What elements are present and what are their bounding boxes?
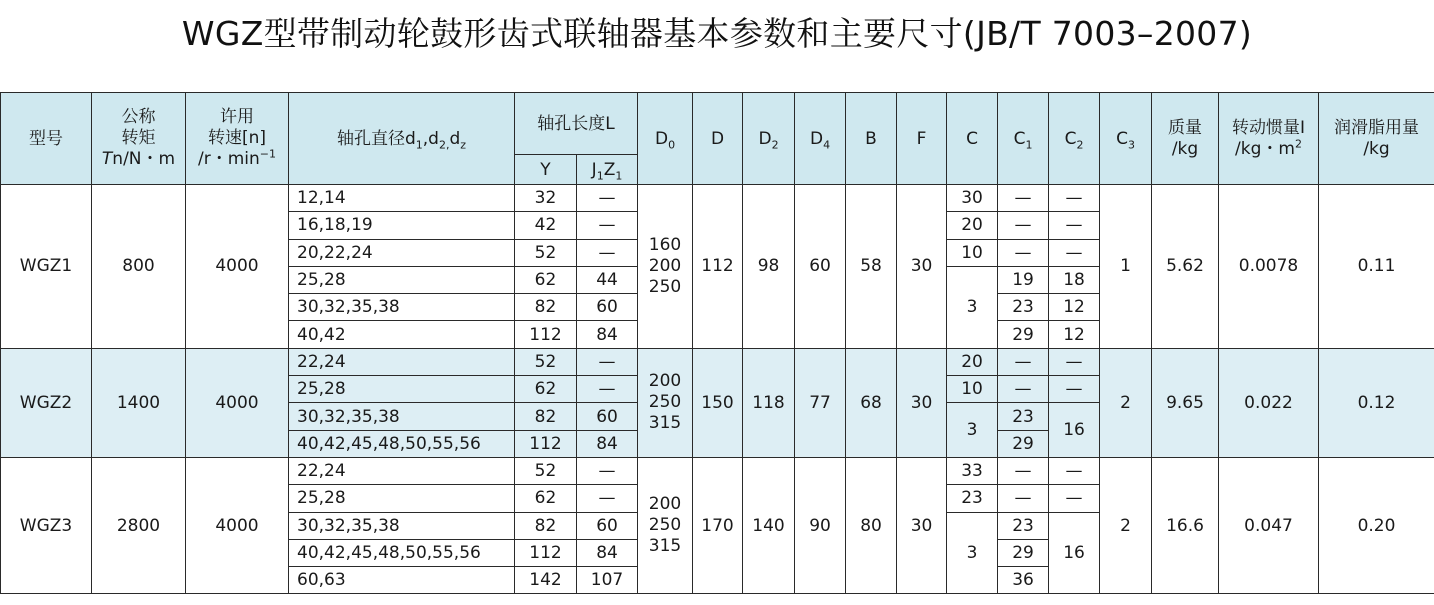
j1z1-cell: — — [577, 457, 638, 484]
f-cell: 30 — [897, 185, 947, 349]
j1z1-cell: 44 — [577, 266, 638, 293]
c1-cell: — — [998, 485, 1049, 512]
header-j-sub: 1 — [596, 168, 604, 182]
header-bore-text-c: d — [449, 128, 461, 149]
bore-cell: 30,32,35,38 — [289, 294, 515, 321]
header-c1-sub: 1 — [1025, 137, 1033, 151]
header-speed-exponent: −1 — [259, 147, 276, 161]
y-cell: 42 — [515, 212, 577, 239]
header-bore-sub3: z — [460, 137, 467, 151]
j1z1-cell: 84 — [577, 430, 638, 457]
header-inertia-line2 — [1219, 136, 1318, 160]
c2-cell: 12 — [1049, 294, 1100, 321]
c-merged-cell: 3 — [947, 512, 998, 594]
d2-cell: 118 — [743, 348, 795, 457]
header-speed-line2: 转速[n] — [207, 128, 267, 148]
c1-cell: 23 — [998, 294, 1049, 321]
header-d: D — [693, 93, 743, 185]
d4-cell: 90 — [795, 457, 846, 593]
header-inertia-line1: 转动惯量I — [1232, 117, 1306, 138]
header-grease — [1319, 93, 1434, 185]
c1-cell: 23 — [998, 512, 1049, 539]
y-cell: 142 — [515, 567, 577, 594]
header-d0-sub: 0 — [668, 137, 676, 151]
c-cell: 10 — [947, 376, 998, 403]
header-d4-text: D — [809, 128, 824, 149]
c1-cell: — — [998, 457, 1049, 484]
header-c3 — [1100, 93, 1152, 185]
bore-cell: 25,28 — [289, 485, 515, 512]
bore-cell: 20,22,24 — [289, 239, 515, 266]
torque-cell: 2800 — [92, 457, 186, 593]
d2-cell: 98 — [743, 185, 795, 349]
header-c2-sub: 2 — [1076, 137, 1084, 151]
bore-cell: 16,18,19 — [289, 212, 515, 239]
c2-merged-cell: 16 — [1049, 512, 1100, 594]
grease-cell: 0.12 — [1319, 348, 1434, 457]
group-wgz2 — [1, 348, 1434, 457]
j1z1-cell: — — [577, 348, 638, 375]
c1-cell: 29 — [998, 321, 1049, 348]
y-cell: 52 — [515, 239, 577, 266]
j1z1-cell: — — [577, 485, 638, 512]
c3-cell: 1 — [1100, 185, 1152, 349]
d0-value: 250 — [648, 392, 682, 413]
header-d4 — [795, 93, 846, 185]
header-model: 型号 — [1, 93, 92, 185]
bore-cell: 22,24 — [289, 348, 515, 375]
inertia-cell: 0.0078 — [1219, 185, 1319, 349]
header-d2 — [743, 93, 795, 185]
c2-cell: — — [1049, 457, 1100, 484]
b-cell: 58 — [846, 185, 897, 349]
header-speed-line3 — [186, 149, 288, 170]
model-cell: WGZ1 — [1, 185, 92, 349]
speed-cell: 4000 — [186, 457, 289, 593]
y-cell: 112 — [515, 321, 577, 348]
y-cell: 62 — [515, 376, 577, 403]
y-cell: 62 — [515, 266, 577, 293]
c2-cell: — — [1049, 348, 1100, 375]
y-cell: 32 — [515, 185, 577, 212]
j1z1-cell: — — [577, 376, 638, 403]
c1-cell: 19 — [998, 266, 1049, 293]
y-cell: 112 — [515, 539, 577, 566]
f-cell: 30 — [897, 348, 947, 457]
group-wgz1 — [1, 185, 1434, 349]
header-d2-sub: 2 — [771, 137, 779, 151]
bore-cell: 22,24 — [289, 457, 515, 484]
header-torque-symbol: T — [101, 149, 113, 169]
bore-cell: 12,14 — [289, 185, 515, 212]
d0-cell — [638, 348, 693, 457]
header-inertia — [1219, 93, 1319, 185]
header-torque-unit: n/N・m — [112, 149, 176, 169]
d2-cell: 140 — [743, 457, 795, 593]
j1z1-cell: — — [577, 185, 638, 212]
header-torque-line2: 转矩 — [121, 128, 156, 148]
header-d2-text: D — [758, 128, 772, 149]
bore-cell: 40,42,45,48,50,55,56 — [289, 430, 515, 457]
d0-value: 315 — [648, 413, 682, 434]
header-bore-sub1: 1 — [415, 137, 423, 151]
y-cell: 82 — [515, 512, 577, 539]
header-mass — [1152, 93, 1219, 185]
d0-value: 160 — [648, 234, 682, 255]
header-length-j1z1 — [577, 155, 638, 185]
speed-cell: 4000 — [186, 348, 289, 457]
header-d4-sub: 4 — [823, 137, 831, 151]
header-d0-text: D — [654, 128, 669, 149]
inertia-cell: 0.047 — [1219, 457, 1319, 593]
c1-cell: 29 — [998, 430, 1049, 457]
c-cell: 20 — [947, 212, 998, 239]
header-z-sub: 1 — [615, 168, 623, 182]
j1z1-cell: 84 — [577, 539, 638, 566]
b-cell: 80 — [846, 457, 897, 593]
c1-cell: — — [998, 239, 1049, 266]
header-bore-diameter — [289, 93, 515, 185]
j1z1-cell: 107 — [577, 567, 638, 594]
header-mass-line2: /kg — [1171, 138, 1199, 159]
c1-cell: — — [998, 376, 1049, 403]
mass-cell: 9.65 — [1152, 348, 1219, 457]
f-cell: 30 — [897, 457, 947, 593]
header-c2 — [1049, 93, 1100, 185]
c-cell: 33 — [947, 457, 998, 484]
c-cell: 20 — [947, 348, 998, 375]
bore-cell: 25,28 — [289, 376, 515, 403]
bore-cell: 60,63 — [289, 567, 515, 594]
header-c3-sub: 3 — [1127, 137, 1135, 151]
model-cell: WGZ3 — [1, 457, 92, 593]
d0-value: 200 — [648, 255, 682, 276]
y-cell: 82 — [515, 294, 577, 321]
header-torque — [92, 93, 186, 185]
table-row — [1, 457, 1434, 484]
d0-value: 315 — [648, 536, 682, 557]
y-cell: 52 — [515, 348, 577, 375]
y-cell: 82 — [515, 403, 577, 430]
c3-cell: 2 — [1100, 457, 1152, 593]
mass-cell: 5.62 — [1152, 185, 1219, 349]
d0-value: 250 — [648, 515, 682, 536]
j1z1-cell: 60 — [577, 403, 638, 430]
bore-cell: 30,32,35,38 — [289, 512, 515, 539]
header-length-y: Y — [515, 155, 577, 185]
b-cell: 68 — [846, 348, 897, 457]
j1z1-cell: 60 — [577, 512, 638, 539]
header-bore-text-a: 轴孔直径d — [336, 128, 416, 149]
header-j-text: J — [591, 159, 597, 180]
header-c2-text: C — [1064, 128, 1077, 149]
c2-merged-cell: 16 — [1049, 403, 1100, 458]
header-inertia-exponent: 2 — [1294, 136, 1302, 150]
d0-value: 200 — [648, 371, 682, 392]
header-grease-line2: /kg — [1363, 138, 1390, 159]
c-cell: 23 — [947, 485, 998, 512]
c2-cell: 12 — [1049, 321, 1100, 348]
c-cell: 10 — [947, 239, 998, 266]
header-z-text: Z — [603, 159, 616, 180]
c2-cell: — — [1049, 376, 1100, 403]
inertia-cell: 0.022 — [1219, 348, 1319, 457]
header-f: F — [897, 93, 947, 185]
table-row — [1, 348, 1434, 375]
header-grease-line1: 润滑脂用量 — [1334, 117, 1420, 138]
j1z1-cell: — — [577, 212, 638, 239]
d0-value: 200 — [648, 494, 682, 515]
header-speed-line1: 许用 — [220, 107, 254, 127]
j1z1-cell: 84 — [577, 321, 638, 348]
c1-cell: 29 — [998, 539, 1049, 566]
header-b: B — [846, 93, 897, 185]
d0-cell — [638, 457, 693, 593]
bore-cell: 40,42,45,48,50,55,56 — [289, 539, 515, 566]
header-c3-text: C — [1116, 128, 1128, 149]
bore-cell: 25,28 — [289, 266, 515, 293]
group-wgz3 — [1, 457, 1434, 593]
c3-cell: 2 — [1100, 348, 1152, 457]
mass-cell: 16.6 — [1152, 457, 1219, 593]
torque-cell: 800 — [92, 185, 186, 349]
model-cell: WGZ2 — [1, 348, 92, 457]
y-cell: 52 — [515, 457, 577, 484]
c2-cell: — — [1049, 485, 1100, 512]
d-cell: 170 — [693, 457, 743, 593]
d0-value: 250 — [648, 276, 682, 297]
c2-cell: 18 — [1049, 266, 1100, 293]
j1z1-cell: — — [577, 239, 638, 266]
header-speed — [186, 93, 289, 185]
c1-cell: 23 — [998, 403, 1049, 430]
d0-cell — [638, 185, 693, 349]
torque-cell: 1400 — [92, 348, 186, 457]
d-cell: 150 — [693, 348, 743, 457]
d-cell: 112 — [693, 185, 743, 349]
header-torque-line1: 公称 — [121, 107, 156, 127]
bore-cell: 30,32,35,38 — [289, 403, 515, 430]
c2-cell: — — [1049, 212, 1100, 239]
header-bore-sub2: 2, — [438, 137, 450, 151]
header-bore-length: 轴孔长度L — [515, 93, 638, 155]
header-c: C — [947, 93, 998, 185]
bore-cell: 40,42 — [289, 321, 515, 348]
c2-cell: — — [1049, 185, 1100, 212]
c1-cell: 36 — [998, 567, 1049, 594]
header-torque-line3 — [92, 149, 185, 170]
header-bore-text-b: ,d — [422, 128, 439, 149]
c-merged-cell: 3 — [947, 403, 998, 458]
header-speed-unit: /r・min — [198, 149, 260, 169]
header-mass-line1: 质量 — [1168, 117, 1203, 138]
c-cell: 30 — [947, 185, 998, 212]
table-row — [1, 185, 1434, 212]
c-merged-cell: 3 — [947, 266, 998, 348]
header-c1-text: C — [1013, 128, 1026, 149]
coupling-parameters-table — [0, 92, 1434, 594]
grease-cell: 0.20 — [1319, 457, 1434, 593]
grease-cell: 0.11 — [1319, 185, 1434, 349]
page-title: WGZ型带制动轮鼓形齿式联轴器基本参数和主要尺寸(JB/T 7003–2007) — [181, 14, 1253, 53]
j1z1-cell: 60 — [577, 294, 638, 321]
header-d0 — [638, 93, 693, 185]
c1-cell: — — [998, 348, 1049, 375]
y-cell: 112 — [515, 430, 577, 457]
c1-cell: — — [998, 185, 1049, 212]
d4-cell: 77 — [795, 348, 846, 457]
y-cell: 62 — [515, 485, 577, 512]
header-inertia-unit: /kg・m — [1235, 138, 1295, 159]
c2-cell: — — [1049, 239, 1100, 266]
speed-cell: 4000 — [186, 185, 289, 349]
c1-cell: — — [998, 212, 1049, 239]
header-c1 — [998, 93, 1049, 185]
d4-cell: 60 — [795, 185, 846, 349]
